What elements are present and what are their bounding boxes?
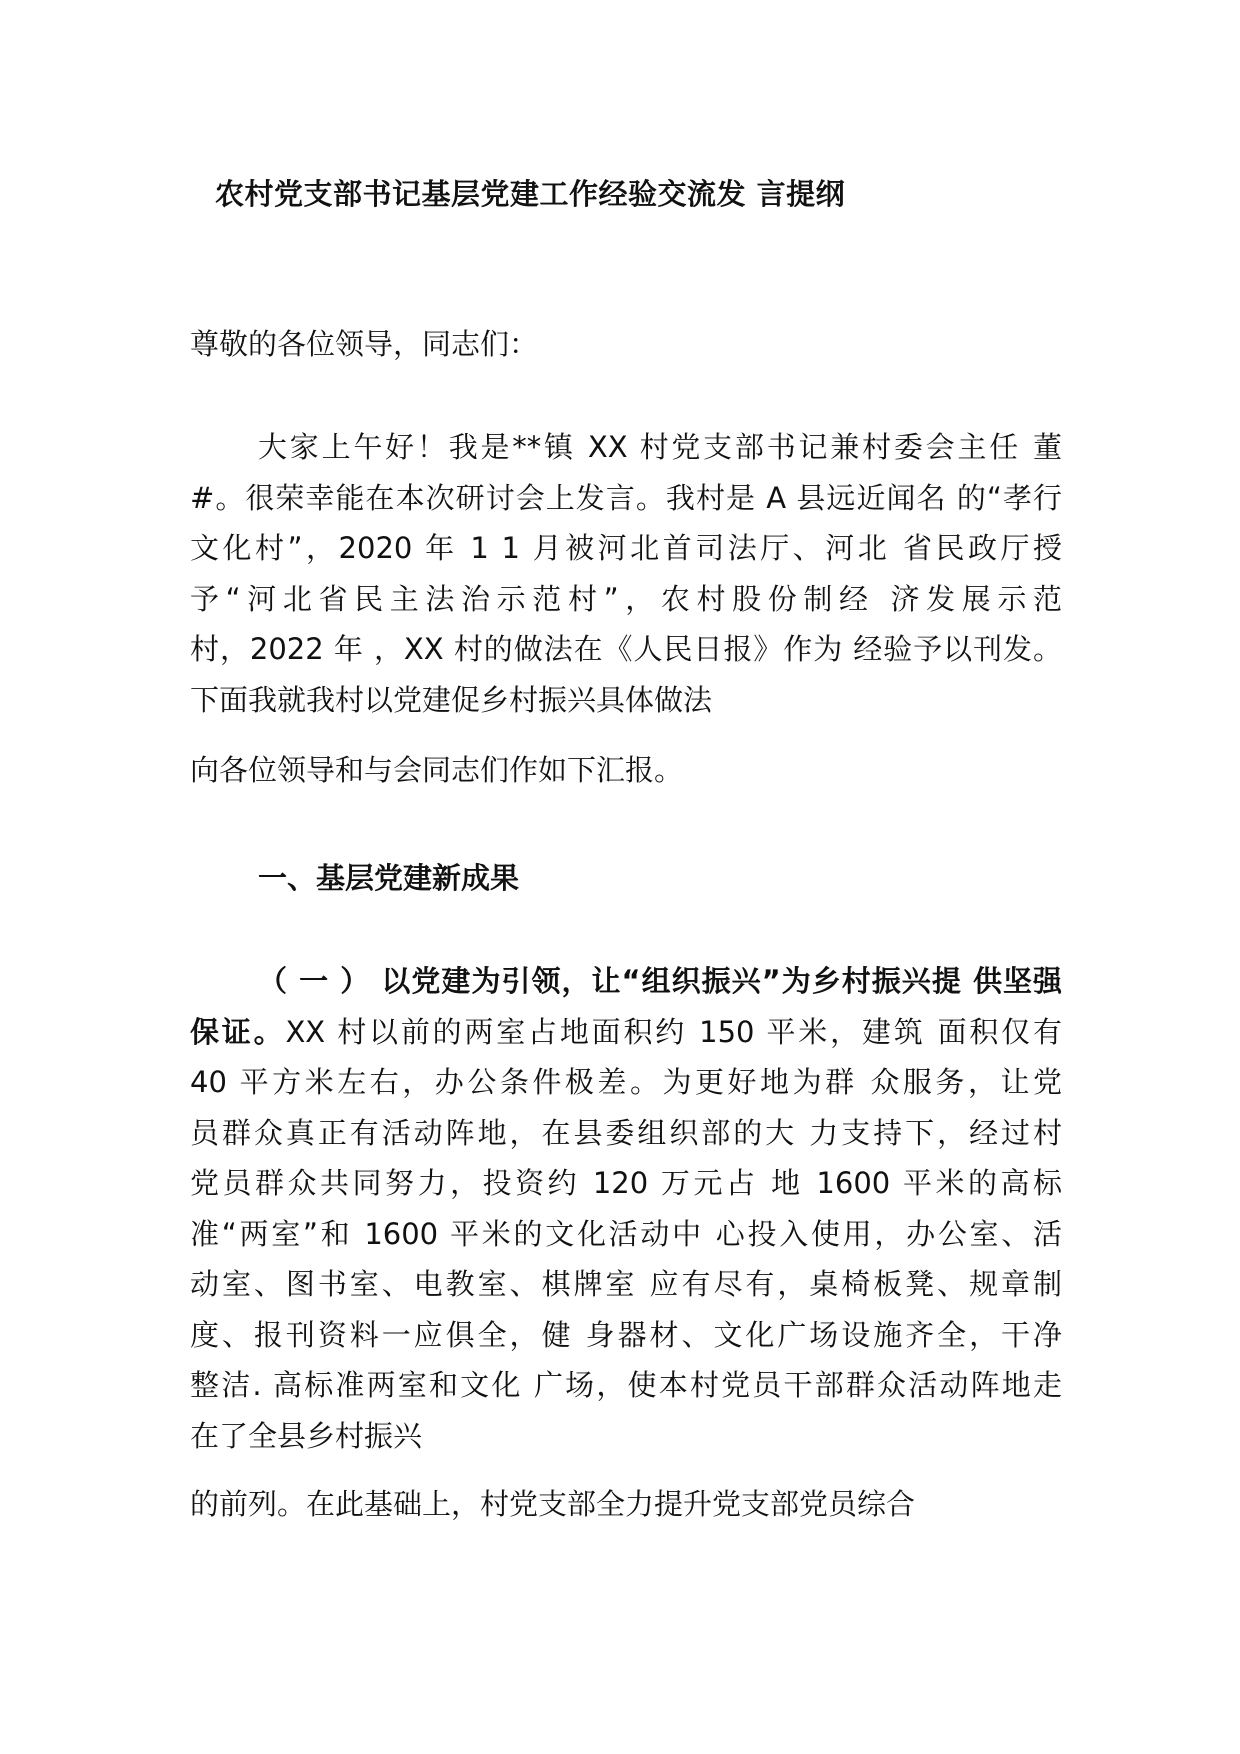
paragraph-line: 党员群众共同努力，投资约 120 万元占 地 1600 平米的高标 [190, 1166, 1062, 1200]
paragraph-lead-bold: （ 一 ） 以党建为引领，让“组织振兴”为乡村振兴提 供坚强 [258, 964, 1062, 998]
intro-line: 大家上午好！我是**镇 XX 村党支部书记兼村委会主任 董 [258, 430, 1062, 464]
paragraph-line [190, 1007, 1062, 1058]
paragraph-line: 度、报刊资料一应俱全，健 身器材、文化广场设施齐全，干净 [190, 1317, 1062, 1352]
paragraph-line: 在了全县乡村振兴 [190, 1418, 423, 1453]
intro-tail-line: 向各位领导和与会同志们作如下汇报。 [190, 753, 684, 787]
paragraph-lead-line [190, 956, 1062, 1007]
intro-line: 村，2022 年 ，XX 村的做法在《人民日报》作为 经验予以刊发。 [190, 632, 1062, 666]
section-paragraph [190, 956, 1062, 1461]
document-title: 农村党支部书记基层党建工作经验交流发 言提纲 [215, 177, 846, 211]
paragraph-line: 员群众真正有活动阵地，在县委组织部的大 力支持下，经过村 [190, 1115, 1062, 1150]
intro-line: 予“河北省民主法治示范村”，农村股份制经 济发展示范 [190, 581, 1062, 616]
paragraph-line: 动室、图书室、电教室、棋牌室 应有尽有，桌椅板凳、规章制 [190, 1267, 1062, 1301]
intro-paragraph [190, 422, 1062, 725]
section-heading: 一、基层党建新成果 [258, 861, 520, 895]
paragraph-tail-line: 的前列。在此基础上，村党支部全力提升党支部党员综合 [190, 1487, 916, 1521]
intro-line: 文化村”，2020 年 1 1 月被河北首司法厅、河北 省民政厅授 [190, 531, 1062, 565]
paragraph-line: 40 平方米左右，办公条件极差。为更好地为群 众服务，让党 [190, 1065, 1062, 1099]
paragraph-line2-bold: 保证。 [190, 1014, 286, 1049]
intro-line: #。很荣幸能在本次研讨会上发言。我村是 A 县远近闻名 的“孝行 [190, 480, 1062, 515]
intro-line: 下面我就我村以党建促乡村振兴具体做法 [190, 682, 713, 717]
salutation: 尊敬的各位领导，同志们： [190, 327, 539, 361]
paragraph-line2-rest: XX 村以前的两室占地面积约 150 平米，建筑 面积仅有 [285, 1014, 1062, 1049]
paragraph-line: 整洁. 高标准两室和文化 广场，使本村党员干部群众活动阵地走 [190, 1368, 1062, 1402]
paragraph-line: 准“两室”和 1600 平米的文化活动中 心投入使用，办公室、活 [190, 1216, 1062, 1251]
